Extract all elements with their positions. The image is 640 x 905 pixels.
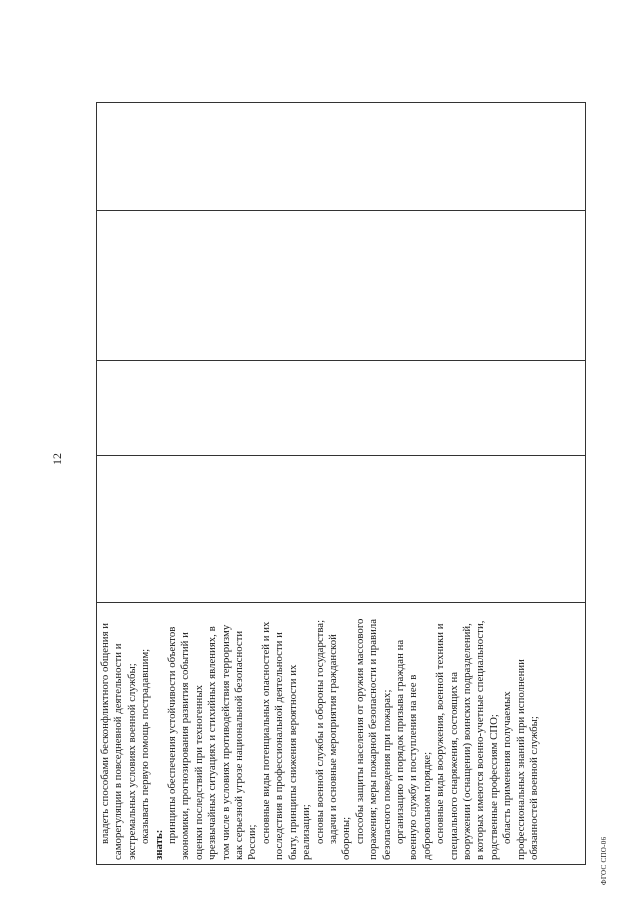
content-line: специального снаряжения, состоящих на xyxy=(447,671,460,860)
content-line: оценки последствий при техногенных xyxy=(192,685,205,860)
content-line: обязанностей военной службы; xyxy=(528,716,540,860)
content-line: знать: xyxy=(152,829,165,860)
content-line: область применения получаемых xyxy=(501,691,514,844)
content-line: саморегуляции в повседневной деятельности и xyxy=(112,643,125,860)
content-line: профессиональных знаний при исполнении xyxy=(514,659,527,860)
content-line: последствия в профессиональной деятельности и xyxy=(273,632,286,860)
content-line: чрезвычайных ситуациях и стихийных явлениях, в xyxy=(206,626,219,860)
content-line: как серьезной угрозе национальной безопасности xyxy=(233,630,246,860)
table-cell-competences xyxy=(97,103,586,211)
content-line: том числе в условиях противодействия терроризму xyxy=(219,624,232,860)
content-line: обороны; xyxy=(340,816,353,860)
content-line: военную службу и поступления на нее в xyxy=(407,674,420,860)
content-line: поражения; меры пожарной безопасности и правила xyxy=(367,618,380,860)
page-number: 12 xyxy=(50,453,64,465)
content-line: реализации; xyxy=(300,804,313,860)
table-cell-hours-max xyxy=(97,361,586,456)
content-line: задачи и основные мероприятия гражданской xyxy=(326,634,339,844)
content-line: вооружении (оснащении) воинских подразделений, xyxy=(460,623,473,860)
content-line: экономики, прогнозирования развития событий и xyxy=(179,632,192,860)
content-line: организацию и порядок призыва граждан на xyxy=(393,639,406,844)
document-table xyxy=(96,102,586,865)
content-line: основные виды вооружения, военной техники и xyxy=(434,623,447,844)
content-line: владеть способами бесконфликтного общения и xyxy=(99,622,111,844)
content-line: в которых имеются военно-учетные специальности, xyxy=(474,620,487,860)
content-line: безопасного поведения при пожарах; xyxy=(380,689,393,860)
content-line: родственные профессиям СПО; xyxy=(487,714,500,860)
content-line: добровольном порядке; xyxy=(420,751,433,860)
table-cell-content xyxy=(97,603,586,865)
content-line: экстремальных условиях военной службы; xyxy=(125,663,138,860)
content-line: основные виды потенциальных опасностей и их xyxy=(259,621,272,844)
table-cell-hours-required xyxy=(97,211,586,361)
content-line: основы военной службы и обороны государства; xyxy=(313,619,326,844)
footer-code: ФГОС СПО-06 xyxy=(600,836,608,885)
content-text xyxy=(99,607,541,860)
content-line: способы защиты населения от оружия массового xyxy=(353,618,366,844)
content-line: России; xyxy=(246,824,259,860)
content-line: оказывать первую помощь пострадавшим; xyxy=(139,648,152,844)
content-line: быту, принципы снижения вероятности их xyxy=(286,664,299,860)
content-line: принципы обеспечения устойчивости объектов xyxy=(166,626,179,844)
table-cell-index xyxy=(97,456,586,603)
